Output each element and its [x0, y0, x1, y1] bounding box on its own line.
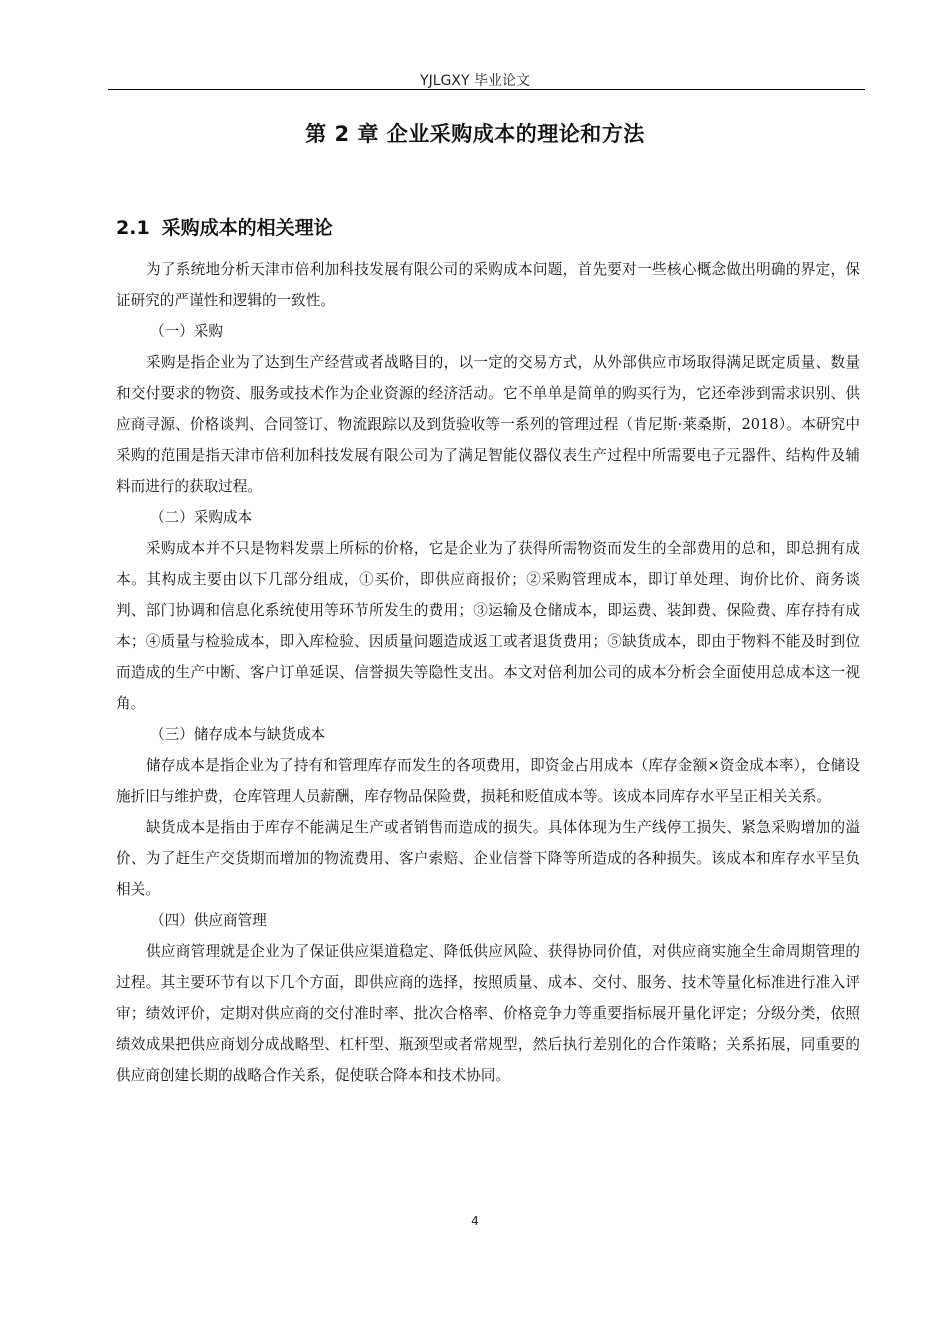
header-divider: [108, 89, 865, 90]
procurement-cost-paragraph: 采购成本并不只是物料发票上所标的价格，它是企业为了获得所需物资而发生的全部费用的总和，即总拥有成本。其构成主要由以下几部分组成，①买价，即供应商报价；②采购管理成本，即订单处理、询价比价、商务谈判、部门协调和信息化系统使用等环节所发生的费用；③运输及仓储成本，即运费、装卸费、保险费、库存持有成本；④质量与检验成本，即入库检验、因质量问题造成返工或者退货费用；⑤缺货成本，即由于物料不能及时到位而造成的生产中断、客户订单延误、信誉损失等隐性支出。本文对倍利加公司的成本分析会全面使用总成本这一视角。: [116, 540, 860, 712]
section-number: 2.1: [116, 217, 150, 239]
subheading-storage-shortage-cost: （三）储存成本与缺货成本: [150, 726, 326, 743]
intro-paragraph: 为了系统地分析天津市倍利加科技发展有限公司的采购成本问题，首先要对一些核心概念做出明确的界定，保证研究的严谨性和逻辑的一致性。: [116, 261, 860, 309]
shortage-cost-paragraph: 缺货成本是指由于库存不能满足生产或者销售而造成的损失。具体体现为生产线停工损失、紧急采购增加的溢价、为了赶生产交货期而增加的物流费用、客户索赔、企业信誉下降等所造成的各种损失。该成本和库存水平呈负相关。: [116, 819, 860, 898]
section-title-text: 采购成本的相关理论: [161, 217, 333, 239]
storage-cost-paragraph: 储存成本是指企业为了持有和管理库存而发生的各项费用，即资金占用成本（库存金额×资金成本率），仓储设施折旧与维护费，仓库管理人员薪酬，库存物品保险费，损耗和贬值成本等。该成本同库存水平呈正相关关系。: [116, 757, 860, 805]
procurement-paragraph: 采购是指企业为了达到生产经营或者战略目的，以一定的交易方式，从外部供应市场取得满足既定质量、数量和交付要求的物资、服务或技术作为企业资源的经济活动。它不单单是简单的购买行为，它还牵涉到需求识别、供应商寻源、价格谈判、合同签订、物流跟踪以及到货验收等一系列的管理过程（肯尼斯·莱桑斯，2018）。本研究中采购的范围是指天津市倍利加科技发展有限公司为了满足智能仪器仪表生产过程中所需要电子元器件、结构件及辅料而进行的获取过程。: [116, 354, 860, 495]
supplier-management-paragraph: 供应商管理就是企业为了保证供应渠道稳定、降低供应风险、获得协同价值，对供应商实施全生命周期管理的过程。其主要环节有以下几个方面，即供应商的选择，按照质量、成本、交付、服务、技术等量化标准进行准入评审；绩效评价，定期对供应商的交付准时率、批次合格率、价格竞争力等重要指标展开量化评定；分级分类，依照绩效成果把供应商划分成战略型、杠杆型、瓶颈型或者常规型，然后执行差别化的合作策略；关系拓展，同重要的供应商创建长期的战略合作关系，促使联合降本和技术协同。: [116, 943, 860, 1084]
page-header: YJLGXY 毕业论文: [420, 73, 530, 89]
subheading-procurement-cost: （二）采购成本: [150, 509, 253, 526]
section-heading: [116, 213, 333, 240]
page-number: 4: [471, 1214, 479, 1228]
subheading-supplier-management: （四）供应商管理: [150, 912, 267, 929]
chapter-title: 第 2 章 企业采购成本的理论和方法: [305, 122, 645, 146]
body-text: [116, 254, 860, 1091]
subheading-procurement: （一）采购: [150, 323, 223, 340]
